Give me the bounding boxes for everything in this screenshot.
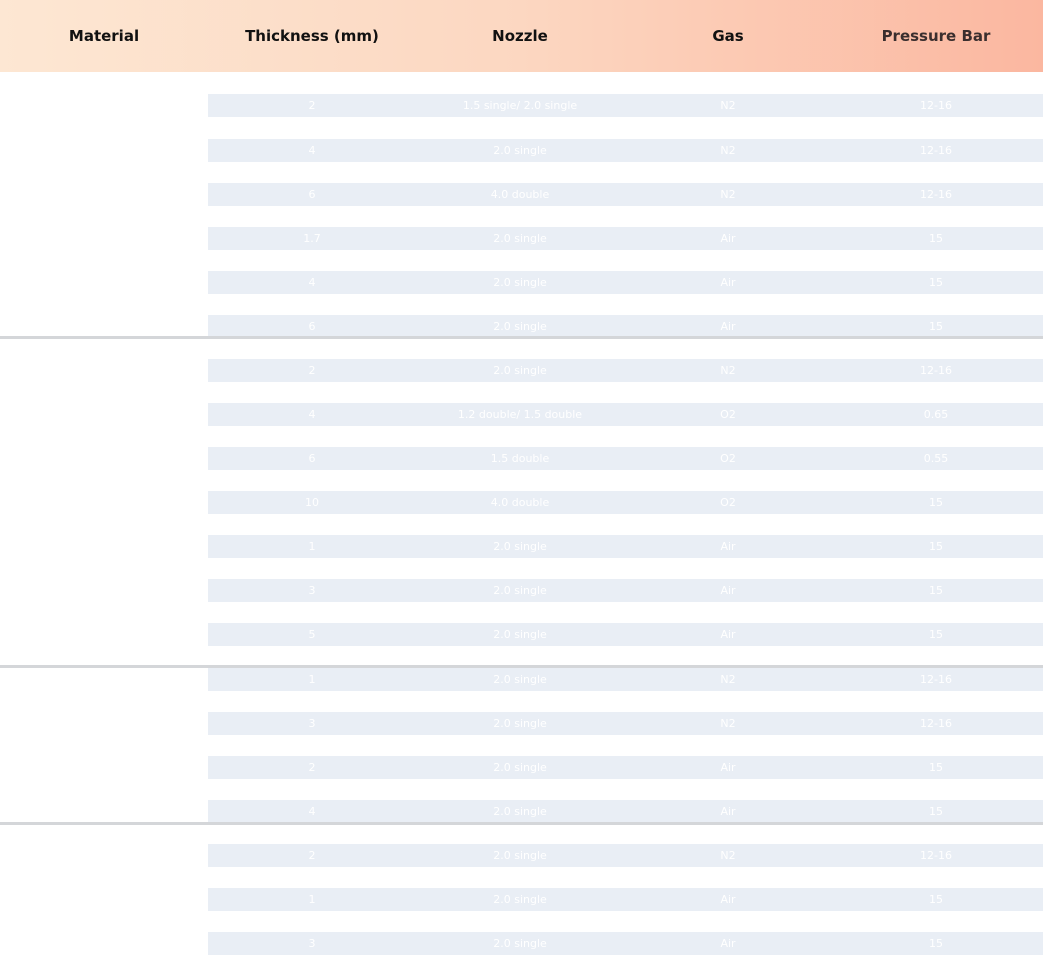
- thickness-cell: 3: [308, 937, 316, 950]
- material-label: [0, 825, 208, 955]
- table-row: [208, 447, 1043, 470]
- nozzle-cell: 2.0 single: [493, 144, 547, 157]
- nozzle-cell: 2.0 single: [493, 717, 547, 730]
- thickness-cell: 3: [308, 717, 316, 730]
- nozzle-cell: 2.0 single: [493, 805, 547, 818]
- thickness-cell: 4: [308, 805, 316, 818]
- table-row: [208, 403, 1043, 426]
- pressure-cell: 12-16: [920, 364, 952, 377]
- header-gas: Gas: [712, 27, 744, 45]
- gas-cell: O2: [720, 496, 736, 509]
- gas-cell: Air: [720, 761, 736, 774]
- gas-cell: N2: [720, 144, 736, 157]
- gas-cell: O2: [720, 408, 736, 421]
- gas-cell: Air: [720, 628, 736, 641]
- table-header: [0, 0, 1043, 72]
- table-row: [208, 139, 1043, 162]
- table-row: [208, 844, 1043, 867]
- pressure-cell: 12-16: [920, 144, 952, 157]
- gas-cell: Air: [720, 320, 736, 333]
- thickness-cell: 1: [308, 540, 316, 553]
- table-row: [208, 227, 1043, 250]
- nozzle-cell: 2.0 single: [493, 540, 547, 553]
- gas-cell: Air: [720, 584, 736, 597]
- nozzle-cell: 1.2 double/ 1.5 double: [457, 408, 583, 421]
- gas-cell: Air: [720, 276, 736, 289]
- pressure-cell: 15: [929, 761, 943, 774]
- header-material: Material: [68, 27, 140, 45]
- gas-cell: Air: [720, 893, 736, 906]
- thickness-cell: 4: [308, 276, 316, 289]
- material-label: [0, 339, 208, 665]
- gas-cell: N2: [720, 99, 736, 112]
- table-row: [208, 94, 1043, 117]
- pressure-cell: 15: [929, 232, 943, 245]
- nozzle-cell: 4.0 double: [490, 496, 550, 509]
- nozzle-cell: 2.0 single: [493, 673, 547, 686]
- nozzle-cell: 1.5 single/ 2.0 single: [462, 99, 578, 112]
- header-thickness: Thickness (mm): [245, 27, 379, 45]
- thickness-cell: 2: [308, 99, 316, 112]
- pressure-cell: 0.65: [923, 408, 949, 421]
- thickness-cell: 5: [308, 628, 316, 641]
- thickness-cell: 2: [308, 364, 316, 377]
- thickness-cell: 6: [308, 188, 316, 201]
- gas-cell: N2: [720, 717, 736, 730]
- pressure-cell: 15: [929, 276, 943, 289]
- nozzle-cell: 2.0 single: [493, 364, 547, 377]
- gas-cell: N2: [720, 188, 736, 201]
- pressure-cell: 0.55: [923, 452, 949, 465]
- gas-cell: N2: [720, 364, 736, 377]
- thickness-cell: 2: [308, 761, 316, 774]
- nozzle-cell: 2.0 single: [493, 849, 547, 862]
- pressure-cell: 15: [929, 937, 943, 950]
- thickness-cell: 1: [308, 673, 316, 686]
- header-pressure-bar: Pressure Bar: [881, 27, 991, 45]
- table-row: [208, 183, 1043, 206]
- table-row: [208, 315, 1043, 336]
- thickness-cell: 6: [308, 320, 316, 333]
- nozzle-cell: 2.0 single: [493, 893, 547, 906]
- pressure-cell: 15: [929, 496, 943, 509]
- pressure-cell: 15: [929, 628, 943, 641]
- pressure-cell: 12-16: [920, 188, 952, 201]
- table-row: [208, 359, 1043, 382]
- header-nozzle: Nozzle: [492, 27, 548, 45]
- nozzle-cell: 2.0 single: [493, 276, 547, 289]
- nozzle-cell: 2.0 single: [493, 628, 547, 641]
- gas-cell: N2: [720, 849, 736, 862]
- table-row: [208, 271, 1043, 294]
- nozzle-cell: 4.0 double: [490, 188, 550, 201]
- pressure-cell: 15: [929, 584, 943, 597]
- gas-cell: Air: [720, 232, 736, 245]
- gas-cell: N2: [720, 673, 736, 686]
- table-row: [208, 535, 1043, 558]
- pressure-cell: 12-16: [920, 717, 952, 730]
- gas-cell: Air: [720, 937, 736, 950]
- material-label: [0, 668, 208, 822]
- pressure-cell: 12-16: [920, 673, 952, 686]
- table-row: [208, 800, 1043, 822]
- pressure-cell: 15: [929, 805, 943, 818]
- table-row: [208, 491, 1043, 514]
- thickness-cell: 4: [308, 408, 316, 421]
- pressure-cell: 12-16: [920, 99, 952, 112]
- nozzle-cell: 2.0 single: [493, 937, 547, 950]
- thickness-cell: 10: [305, 496, 319, 509]
- thickness-cell: 4: [308, 144, 316, 157]
- table-row: [208, 623, 1043, 646]
- pressure-cell: 15: [929, 893, 943, 906]
- pressure-cell: 15: [929, 320, 943, 333]
- table-row: [208, 579, 1043, 602]
- pressure-cell: 12-16: [920, 849, 952, 862]
- nozzle-cell: 2.0 single: [493, 232, 547, 245]
- nozzle-cell: 2.0 single: [493, 584, 547, 597]
- nozzle-cell: 1.5 double: [490, 452, 550, 465]
- thickness-cell: 2: [308, 849, 316, 862]
- nozzle-cell: 2.0 single: [493, 761, 547, 774]
- nozzle-cell: 2.0 single: [493, 320, 547, 333]
- thickness-cell: 3: [308, 584, 316, 597]
- pressure-cell: 15: [929, 540, 943, 553]
- thickness-cell: 1.7: [303, 232, 321, 245]
- gas-cell: Air: [720, 805, 736, 818]
- thickness-cell: 6: [308, 452, 316, 465]
- gas-cell: O2: [720, 452, 736, 465]
- table-row: [208, 712, 1043, 735]
- table-row: [208, 888, 1043, 911]
- table-row: [208, 756, 1043, 779]
- gas-cell: Air: [720, 540, 736, 553]
- thickness-cell: 1: [308, 893, 316, 906]
- material-label: [0, 72, 208, 336]
- table-row: [208, 668, 1043, 691]
- table-row: [208, 932, 1043, 955]
